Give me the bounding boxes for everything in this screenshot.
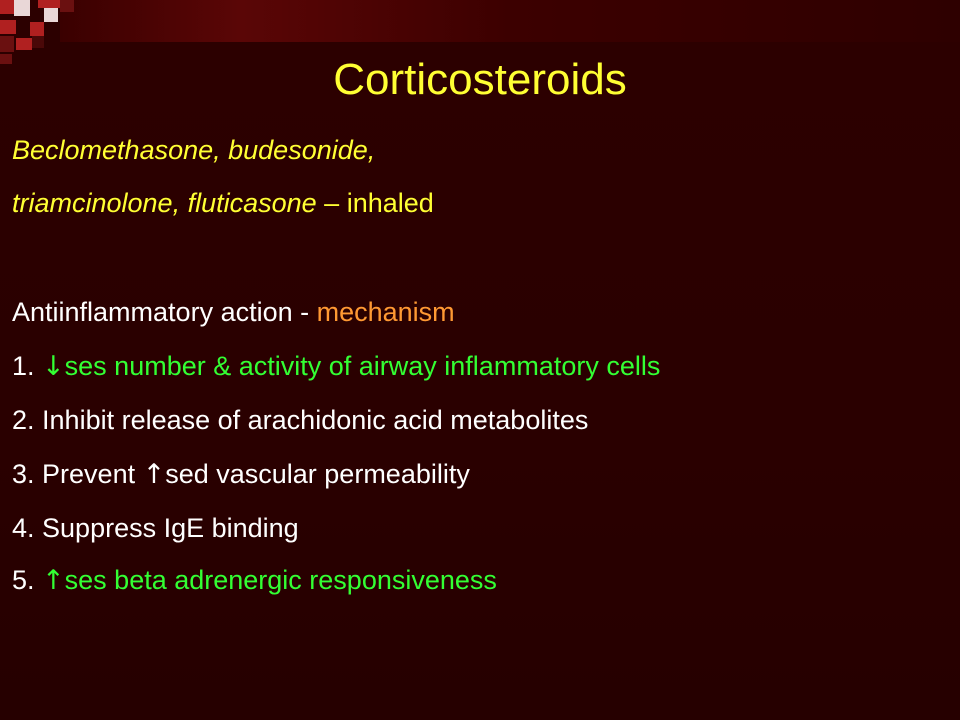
decor-square — [0, 20, 16, 34]
arrow-up-icon: ↑ — [142, 459, 166, 490]
top-decorative-band — [60, 0, 960, 42]
list-item — [12, 348, 660, 385]
decor-square — [60, 0, 74, 12]
decor-square — [0, 0, 14, 14]
arrow-up-icon: ↑ — [42, 565, 65, 596]
decor-square — [44, 8, 58, 22]
route-separator: – — [316, 188, 347, 218]
drugs-line-2 — [12, 185, 434, 221]
decor-square — [14, 0, 30, 16]
decor-square — [0, 36, 14, 52]
mechanism-highlight: mechanism — [316, 297, 455, 327]
action-heading — [12, 294, 455, 330]
item-number: 2. — [12, 405, 43, 435]
decor-square — [32, 36, 44, 48]
list-item — [12, 510, 299, 546]
decor-square — [38, 0, 60, 8]
item-number: 3. — [12, 459, 43, 489]
arrow-down-icon: ↓ — [42, 351, 65, 382]
list-item — [12, 562, 497, 599]
item-text: Inhibit release of arachidonic acid metabolites — [42, 405, 589, 435]
item-number: 5. — [12, 565, 43, 595]
route-text: inhaled — [346, 188, 434, 218]
drugs-line-1 — [12, 132, 375, 168]
drug-names: Beclomethasone, budesonide, — [12, 135, 376, 165]
decor-square — [16, 38, 32, 50]
decor-square — [30, 22, 44, 36]
item-text: ses beta adrenergic responsiveness — [64, 565, 497, 595]
item-number: 4. — [12, 513, 43, 543]
item-text: ses number & activity of airway inflammatory cells — [64, 351, 661, 381]
item-number: 1. — [12, 351, 43, 381]
item-text: sed vascular permeability — [165, 459, 470, 489]
slide-title: Corticosteroids — [333, 55, 627, 104]
drug-names: triamcinolone, fluticasone — [12, 188, 317, 218]
action-heading-text: Antiinflammatory action - — [12, 297, 317, 327]
item-prefix: Prevent — [42, 459, 143, 489]
list-item — [12, 402, 588, 438]
list-item — [12, 456, 470, 493]
item-text: Suppress IgE binding — [42, 513, 299, 543]
